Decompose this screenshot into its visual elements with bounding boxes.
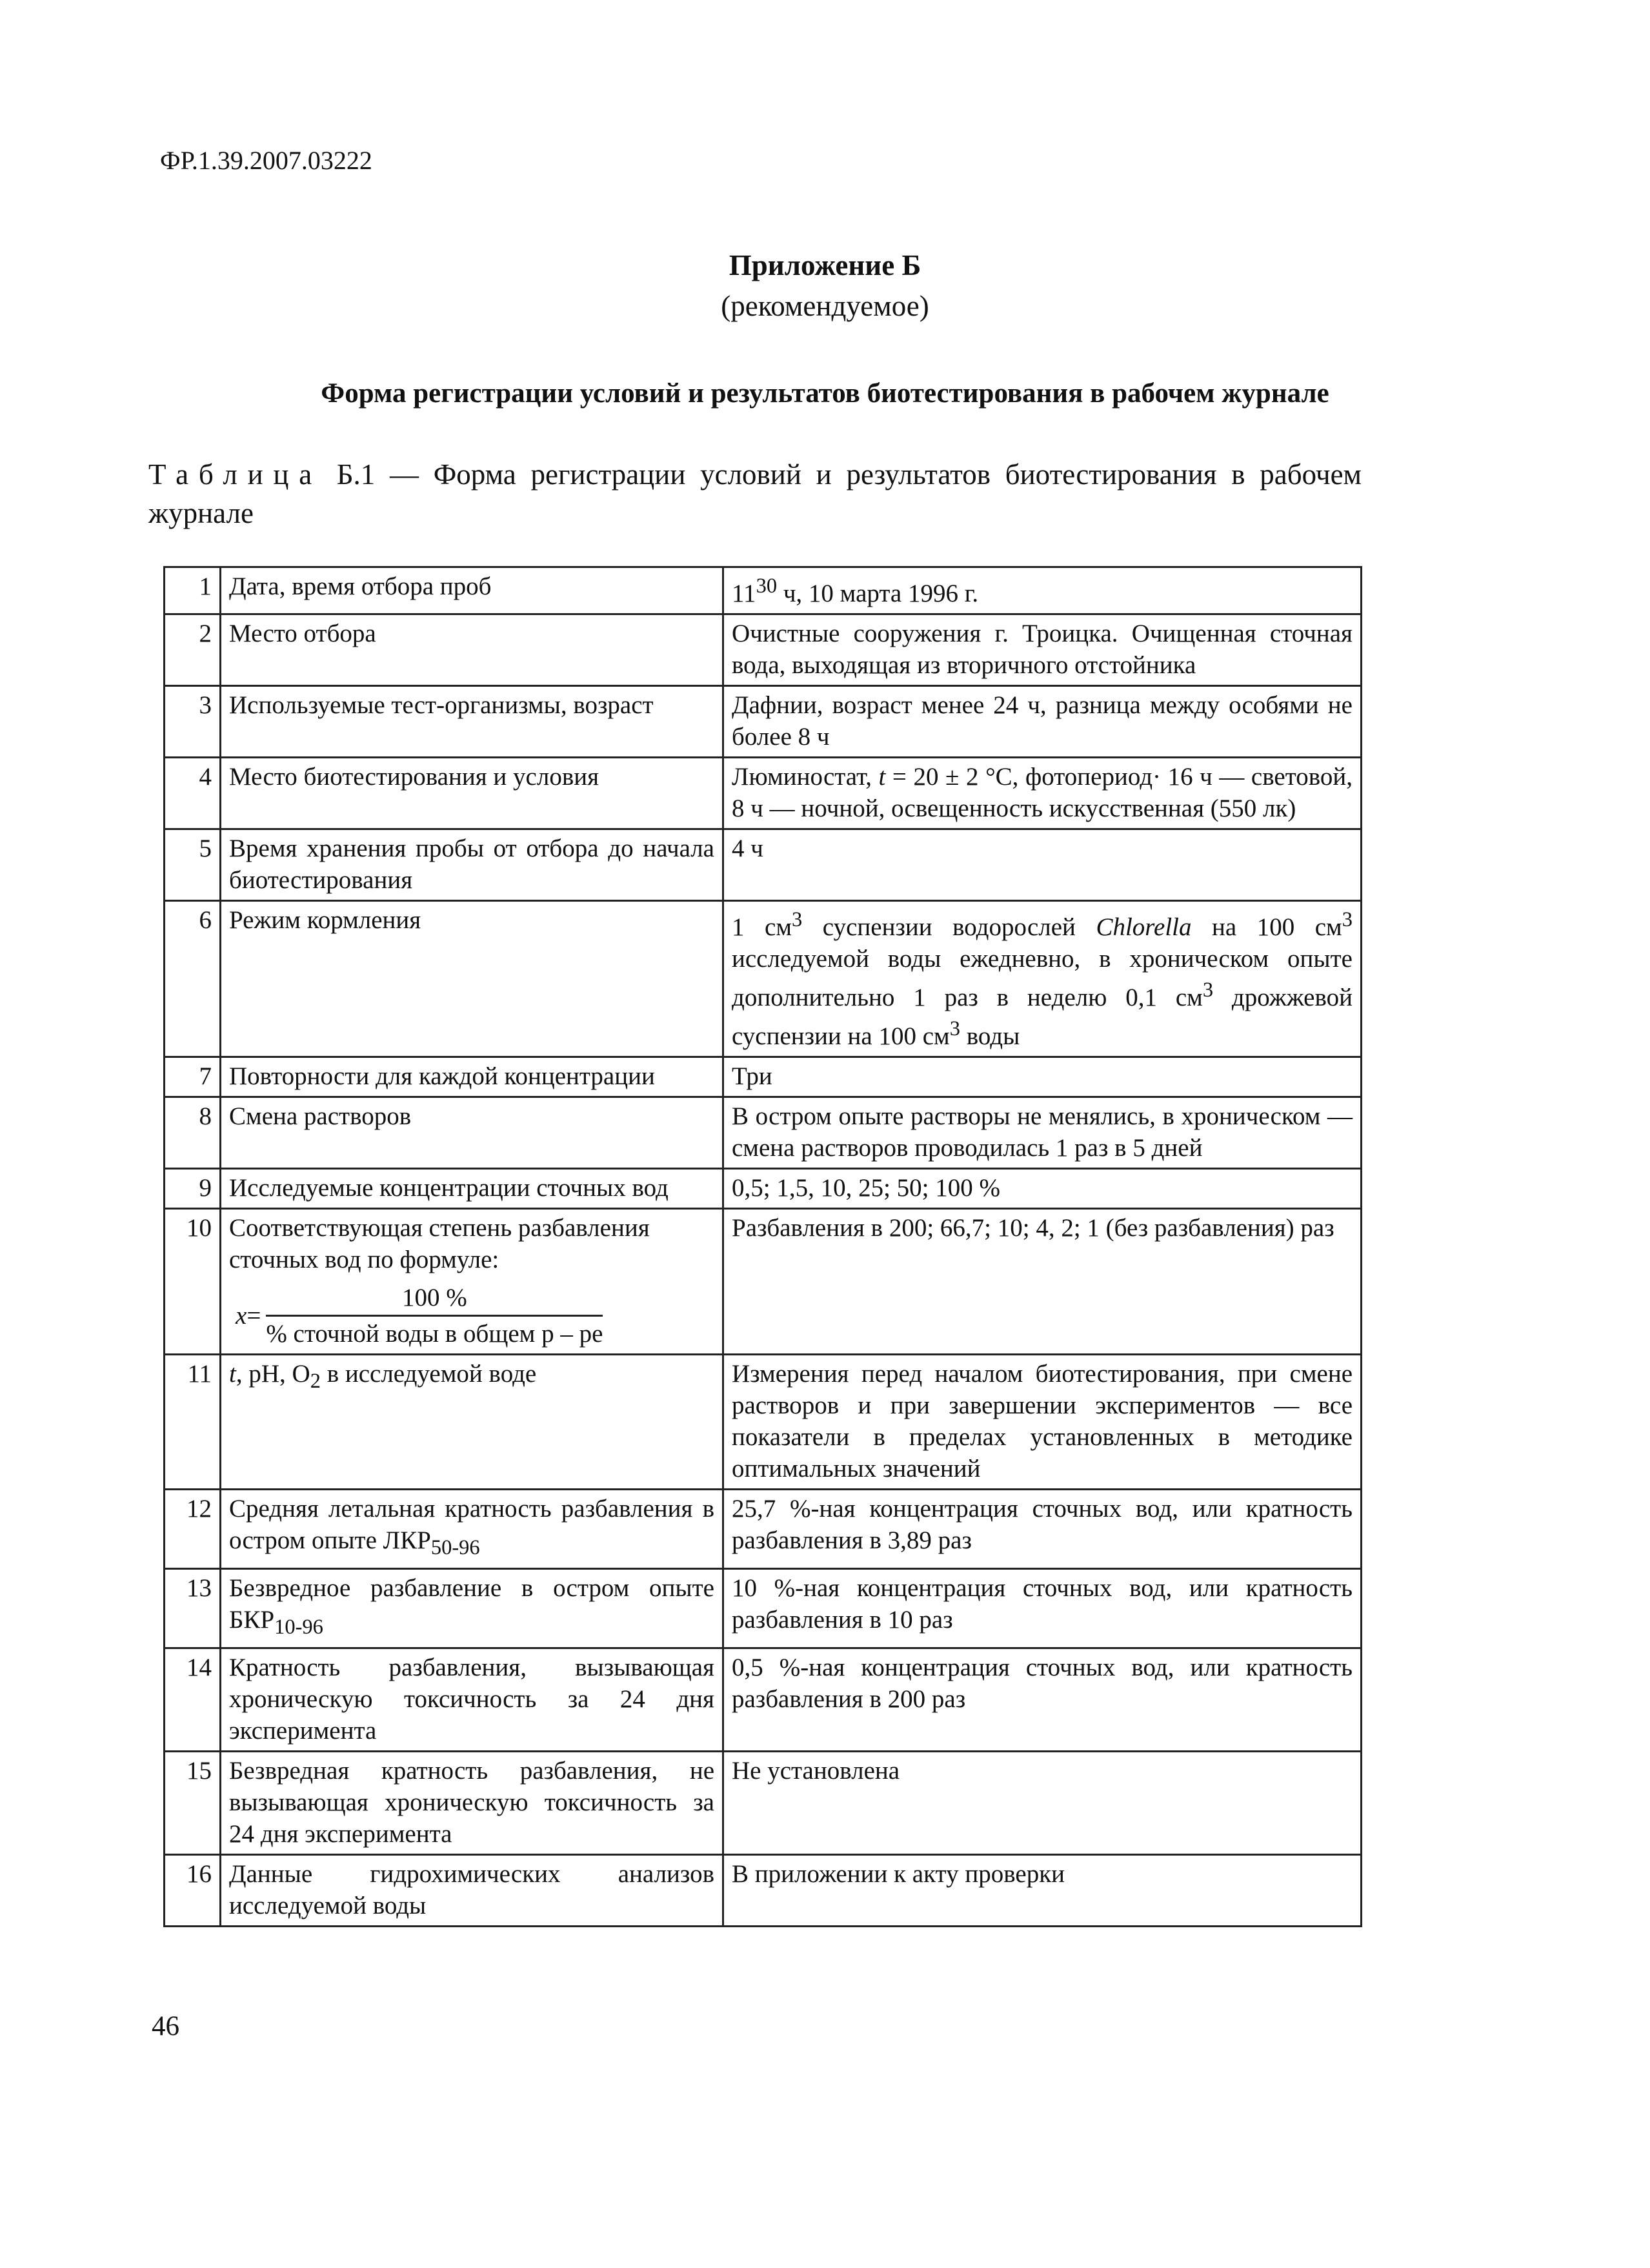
row-name: t, рН, $О_2$ в исследуемой воде bbox=[221, 1355, 723, 1490]
table-caption-label: Таблица bbox=[148, 458, 322, 491]
table-row bbox=[165, 567, 1362, 614]
table-caption-number: Б.1 bbox=[336, 458, 376, 491]
formula-variable: x bbox=[236, 1302, 247, 1330]
form-title: Форма регистрации условий и результатов биотестирования в рабочем журнале bbox=[321, 378, 1329, 409]
document-code: ФР.1.39.2007.03222 bbox=[160, 146, 372, 175]
row-value: 0,5 %-ная концентрация сточных вод, или кратность разбавления в 200 раз bbox=[723, 1648, 1362, 1751]
row-value: 25,7 %-ная концентрация сточных вод, или кратность разбавления в 3,89 раз bbox=[723, 1490, 1362, 1569]
row-name: Смена растворов bbox=[221, 1097, 723, 1169]
appendix-title: Приложение Б bbox=[729, 249, 921, 281]
row-value: Не установлена bbox=[723, 1751, 1362, 1854]
formula-numerator: 100 % bbox=[266, 1282, 603, 1317]
table-row bbox=[165, 1169, 1362, 1209]
registration-table bbox=[163, 566, 1362, 1927]
table-row bbox=[165, 1057, 1362, 1097]
table-row bbox=[165, 1490, 1362, 1569]
row-number: 5 bbox=[165, 829, 221, 901]
table-row bbox=[165, 1209, 1362, 1355]
row-number: 12 bbox=[165, 1490, 221, 1569]
page-number: 46 bbox=[152, 2011, 179, 2041]
row-value: Люминостат, t = 20 ± 2 °С, фотопериод· 16 ч — световой, 8 ч — ночной, освещенность искусственная (550 лк) bbox=[723, 758, 1362, 829]
row-name: Место отбора bbox=[221, 614, 723, 686]
row-name: Повторности для каждой концентрации bbox=[221, 1057, 723, 1097]
row-number: 13 bbox=[165, 1568, 221, 1648]
row-name: Время хранения пробы от отбора до начала биотестирования bbox=[221, 829, 723, 901]
row-value: Дафнии, возраст менее 24 ч, разница между особями не более 8 ч bbox=[723, 686, 1362, 758]
table-row bbox=[165, 1648, 1362, 1751]
row-value: В остром опыте растворы не менялись, в хроническом — смена растворов проводилась 1 раз в 5 дней bbox=[723, 1097, 1362, 1169]
row-name: Дата, время отбора проб bbox=[221, 567, 723, 614]
table-row bbox=[165, 1097, 1362, 1169]
row-name: Безвредная кратность разбавления, не вызывающая хроническую токсичность за 24 дня эксперимента bbox=[221, 1751, 723, 1854]
row-number: 3 bbox=[165, 686, 221, 758]
table-row bbox=[165, 901, 1362, 1057]
row-name: Режим кормления bbox=[221, 901, 723, 1057]
row-value: Разбавления в 200; 66,7; 10; 4, 2; 1 (без разбавления) раз bbox=[723, 1209, 1362, 1355]
row-value: В приложении к акту проверки bbox=[723, 1854, 1362, 1926]
table-caption-text: — Форма регистрации условий и результатов биотестирования в рабочем журнале bbox=[148, 458, 1362, 529]
table-caption bbox=[148, 455, 1362, 532]
row-value: 10 %-ная концентрация сточных вод, или кратность разбавления в 10 раз bbox=[723, 1568, 1362, 1648]
row-number: 6 bbox=[165, 901, 221, 1057]
row-number: 1 bbox=[165, 567, 221, 614]
row-number: 11 bbox=[165, 1355, 221, 1490]
row-value: Три bbox=[723, 1057, 1362, 1097]
row-number: 8 bbox=[165, 1097, 221, 1169]
row-number: 2 bbox=[165, 614, 221, 686]
row-name bbox=[221, 1209, 723, 1355]
table-row bbox=[165, 829, 1362, 901]
row-value: $11^{30}$ ч, 10 марта 1996 г. bbox=[723, 567, 1362, 614]
dilution-formula bbox=[229, 1282, 714, 1350]
table-row bbox=[165, 1568, 1362, 1648]
table-row bbox=[165, 758, 1362, 829]
row-name: Безвредное разбавление в остром опыте $БКР_{10-96}$ bbox=[221, 1568, 723, 1648]
row-value: Очистные сооружения г. Троицка. Очищенная сточная вода, выходящая из вторичного отстойника bbox=[723, 614, 1362, 686]
formula-denominator: % сточной воды в общем р – ре bbox=[266, 1320, 603, 1348]
row-name: Исследуемые концентрации сточных вод bbox=[221, 1169, 723, 1209]
row-name: Используемые тест-организмы, возраст bbox=[221, 686, 723, 758]
row-value: 0,5; 1,5, 10, 25; 50; 100 % bbox=[723, 1169, 1362, 1209]
row-name: Данные гидрохимических анализов исследуемой воды bbox=[221, 1854, 723, 1926]
row-name-text: Соответствующая степень разбавления сточных вод по формуле: bbox=[229, 1214, 650, 1273]
row-number: 15 bbox=[165, 1751, 221, 1854]
row-value: 4 ч bbox=[723, 829, 1362, 901]
table-row bbox=[165, 686, 1362, 758]
table-row bbox=[165, 1751, 1362, 1854]
row-value: Измерения перед началом биотестирования, при смене растворов и при завершении экспериментов — все показатели в пределах установленных в методике оптимальных значений bbox=[723, 1355, 1362, 1490]
formula-equals: = bbox=[246, 1302, 261, 1330]
row-number: 7 bbox=[165, 1057, 221, 1097]
row-number: 4 bbox=[165, 758, 221, 829]
row-value: 1 $см^3$ суспензии водорослей Chlorella на 100 $см^3$ исследуемой воды ежедневно, в хроническом опыте дополнительно 1 раз в неделю 0,1 $см^3$ дрожжевой суспензии на 100 $см^3$ воды bbox=[723, 901, 1362, 1057]
row-number: 10 bbox=[165, 1209, 221, 1355]
row-number: 14 bbox=[165, 1648, 221, 1751]
table-row bbox=[165, 614, 1362, 686]
row-name: Место биотестирования и условия bbox=[221, 758, 723, 829]
row-name: Кратность разбавления, вызывающая хроническую токсичность за 24 дня эксперимента bbox=[221, 1648, 723, 1751]
appendix-subtitle: (рекомендуемое) bbox=[721, 290, 929, 322]
row-number: 9 bbox=[165, 1169, 221, 1209]
table-row bbox=[165, 1854, 1362, 1926]
row-number: 16 bbox=[165, 1854, 221, 1926]
row-name: Средняя летальная кратность разбавления в остром опыте $ЛКР_{50-96}$ bbox=[221, 1490, 723, 1569]
formula-fraction bbox=[266, 1282, 603, 1350]
table-row bbox=[165, 1355, 1362, 1490]
